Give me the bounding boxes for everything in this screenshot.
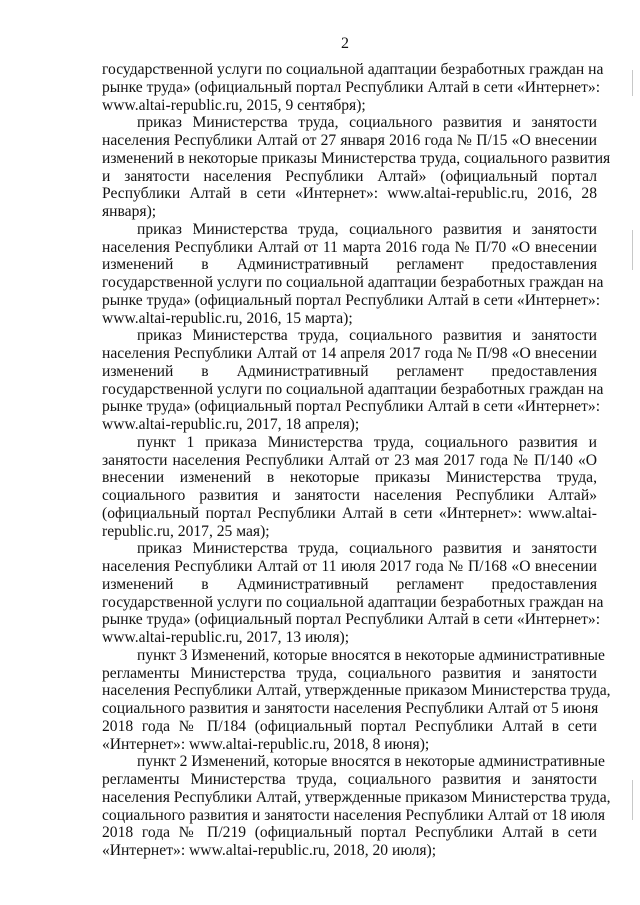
text-line: пункт 3 Изменений, которые вносятся в некоторые административные	[137, 646, 605, 664]
text-line: www.altai-republic.ru, 2017, 13 июля);	[102, 629, 350, 646]
text-line: государственной услуги по социальной адаптации безработных граждан на	[102, 61, 604, 78]
text-line: 2018 года № П/219 (официальный портал Республики Алтай в сети	[102, 824, 597, 842]
text-line: пункт 1 приказа Министерства труда, социального развития и	[137, 433, 597, 451]
text-line: приказ Министерства труда, социального развития и занятости	[137, 327, 597, 345]
text-line: www.altai-republic.ru, 2016, 15 марта);	[102, 309, 353, 327]
text-line: регламенты Министерства труда, социального развития и занятости	[102, 664, 597, 682]
text-line: регламенты Министерства труда, социального развития и занятости	[102, 771, 597, 788]
text-line: изменений в Административный регламент предоставления	[102, 362, 597, 380]
text-line: и занятости населения Республики Алтай» (официальный портал	[102, 167, 597, 185]
paragraph	[102, 114, 611, 221]
text-line: населения Республики Алтай, утвержденные приказом Министерства труда,	[102, 788, 611, 806]
text-line: изменений в Административный регламент предоставления	[102, 256, 597, 274]
page-number: 2	[341, 35, 349, 52]
text-line: населения Республики Алтай, утвержденные приказом Министерства труда,	[102, 682, 611, 700]
paragraph	[102, 540, 604, 647]
text-line: населения Республики Алтай от 11 марта 2016 года № П/70 «О внесении	[102, 238, 597, 256]
text-line: рынке труда» (официальный портал Республики Алтай в сети «Интернет»:	[102, 78, 601, 96]
paragraph	[102, 61, 604, 114]
paragraph	[102, 327, 604, 434]
text-line: www.altai-republic.ru, 2015, 9 сентября);	[102, 96, 366, 114]
text-line: рынке труда» (официальный портал Республики Алтай в сети «Интернет»:	[102, 291, 601, 309]
scan-edge-mark	[632, 70, 633, 96]
text-line: января);	[102, 203, 157, 220]
text-line: www.altai-republic.ru, 2017, 18 апреля);	[102, 416, 360, 433]
text-line: приказ Министерства труда, социального развития и занятости	[137, 540, 597, 558]
text-line: государственной услуги по социальной адаптации безработных граждан на	[102, 274, 604, 291]
text-line: Республики Алтай в сети «Интернет»: www.altai-republic.ru, 2016, 28	[102, 185, 597, 203]
text-line: занятости населения Республики Алтай от 23 мая 2017 года № П/140 «О	[102, 451, 597, 469]
paragraph	[102, 220, 604, 328]
text-line: населения Республики Алтай от 14 апреля 2017 года № П/98 «О внесении	[102, 345, 597, 362]
text-line: изменений в некоторые приказы Министерства труда, социального развития	[102, 149, 611, 167]
text-line: изменений в Административный регламент предоставления	[102, 575, 597, 593]
paragraph	[102, 646, 611, 754]
text-line: населения Республики Алтай от 27 января 2016 года № П/15 «О внесении	[102, 132, 597, 149]
text-line: 2018 года № П/184 (официальный портал Республики Алтай в сети	[102, 717, 597, 735]
text-line: приказ Министерства труда, социального развития и занятости	[137, 114, 597, 132]
text-line: пункт 2 Изменений, которые вносятся в некоторые административные	[137, 753, 605, 771]
scan-edge-mark	[632, 230, 633, 270]
text-line: «Интернет»: www.altai-republic.ru, 2018, 20 июля);	[102, 842, 437, 859]
text-line: (официальный портал Республики Алтай в сети «Интернет»: www.altai-	[102, 504, 597, 522]
text-line: рынке труда» (официальный портал Республики Алтай в сети «Интернет»:	[102, 398, 601, 416]
text-line: republic.ru, 2017, 25 мая);	[102, 522, 270, 540]
text-line: внесении изменений в некоторые приказы Министерства труда,	[102, 469, 597, 487]
text-line: социального развития и занятости населения Республики Алтай»	[102, 487, 597, 504]
document-body	[102, 61, 611, 860]
text-line: государственной услуги по социальной адаптации безработных граждан на	[102, 593, 604, 611]
text-line: социального развития и занятости населения Республики Алтай от 5 июня	[102, 700, 599, 717]
text-line: социального развития и занятости населения Республики Алтай от 18 июля	[102, 806, 606, 824]
scan-edge-mark	[632, 780, 633, 820]
text-line: государственной услуги по социальной адаптации безработных граждан на	[102, 380, 604, 398]
text-line: «Интернет»: www.altai-republic.ru, 2018, 8 июня);	[102, 735, 430, 753]
text-line: приказ Министерства труда, социального развития и занятости	[137, 220, 597, 238]
paragraph	[102, 753, 611, 860]
paragraph	[102, 434, 597, 541]
text-line: населения Республики Алтай от 11 июля 2017 года № П/168 «О внесении	[102, 558, 597, 575]
text-line: рынке труда» (официальный портал Республики Алтай в сети «Интернет»:	[102, 611, 601, 629]
